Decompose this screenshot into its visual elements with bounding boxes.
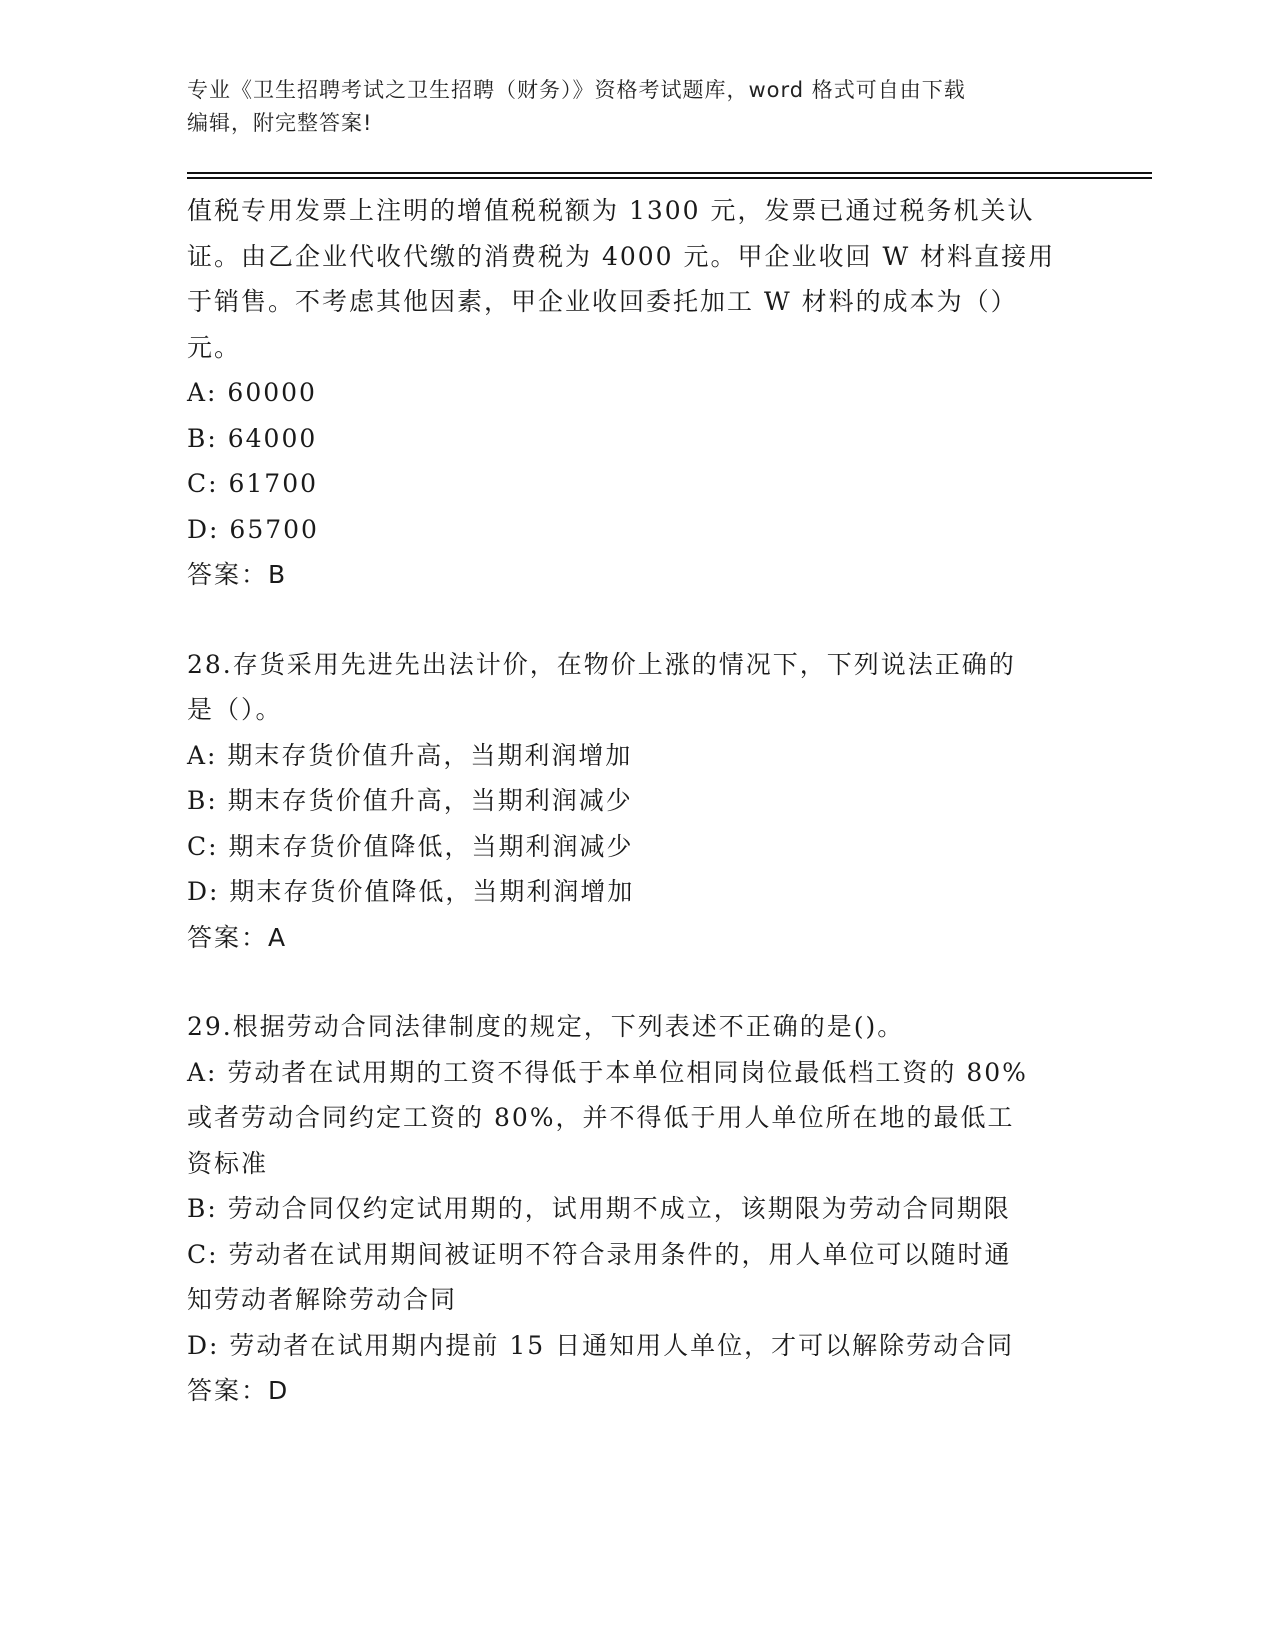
header-rule-bottom bbox=[187, 177, 1152, 179]
question-29 bbox=[187, 1004, 1087, 1414]
option-a-continued: 或者劳动合同约定工资的 80%，并不得低于用人单位所在地的最低工 bbox=[187, 1103, 1015, 1132]
answer-line: 答案：B bbox=[187, 560, 288, 589]
document-header bbox=[187, 74, 1087, 140]
option-d: D: 劳动者在试用期内提前 15 日通知用人单位，才可以解除劳动合同 bbox=[187, 1330, 1015, 1360]
header-rule-top bbox=[187, 172, 1152, 174]
option-b: B: 期末存货价值升高，当期利润减少 bbox=[187, 786, 633, 815]
document-body bbox=[187, 188, 1087, 1414]
option-b: B: 64000 bbox=[187, 423, 318, 453]
option-b: B: 劳动合同仅约定试用期的，试用期不成立，该期限为劳动合同期限 bbox=[187, 1194, 1011, 1223]
question-28 bbox=[187, 642, 1087, 961]
option-d: D: 65700 bbox=[187, 514, 319, 544]
question-stem-line: 元。 bbox=[187, 332, 242, 362]
question-stem-line: 值税专用发票上注明的增值税税额为 1300 元，发票已通过税务机关认 bbox=[187, 196, 1035, 225]
question-stem-line: 28.存货采用先进先出法计价，在物价上涨的情况下，下列说法正确的 bbox=[187, 649, 1016, 679]
question-stem-line: 29.根据劳动合同法律制度的规定，下列表述不正确的是()。 bbox=[187, 1012, 905, 1041]
answer-line: 答案：D bbox=[187, 1376, 290, 1405]
option-c: C: 劳动者在试用期间被证明不符合录用条件的，用人单位可以随时通 bbox=[187, 1239, 1012, 1269]
option-a: A: 60000 bbox=[187, 378, 317, 407]
header-line-2: 编辑，附完整答案! bbox=[187, 111, 373, 135]
option-c: C: 期末存货价值降低，当期利润减少 bbox=[187, 831, 634, 861]
option-d: D: 期末存货价值降低，当期利润增加 bbox=[187, 877, 635, 906]
question-27 bbox=[187, 188, 1087, 598]
question-gap bbox=[187, 598, 1087, 642]
question-stem-line: 证。由乙企业代收代缴的消费税为 4000 元。甲企业收回 W 材料直接用 bbox=[187, 241, 1056, 271]
question-gap bbox=[187, 960, 1087, 1004]
question-stem-line: 是（）。 bbox=[187, 695, 283, 724]
option-c: C: 61700 bbox=[187, 469, 319, 498]
option-a: A: 劳动者在试用期的工资不得低于本单位相同岗位最低档工资的 80% bbox=[187, 1057, 1028, 1087]
header-line-1: 专业《卫生招聘考试之卫生招聘（财务）》资格考试题库，word 格式可自由下载 bbox=[187, 78, 966, 102]
option-a: A: 期末存货价值升高，当期利润增加 bbox=[187, 740, 633, 770]
option-c-continued: 知劳动者解除劳动合同 bbox=[187, 1285, 458, 1314]
question-stem-line: 于销售。不考虑其他因素，甲企业收回委托加工 W 材料的成本为（） bbox=[187, 287, 1018, 316]
option-a-continued: 资标准 bbox=[187, 1148, 269, 1178]
answer-line: 答案：A bbox=[187, 922, 288, 952]
